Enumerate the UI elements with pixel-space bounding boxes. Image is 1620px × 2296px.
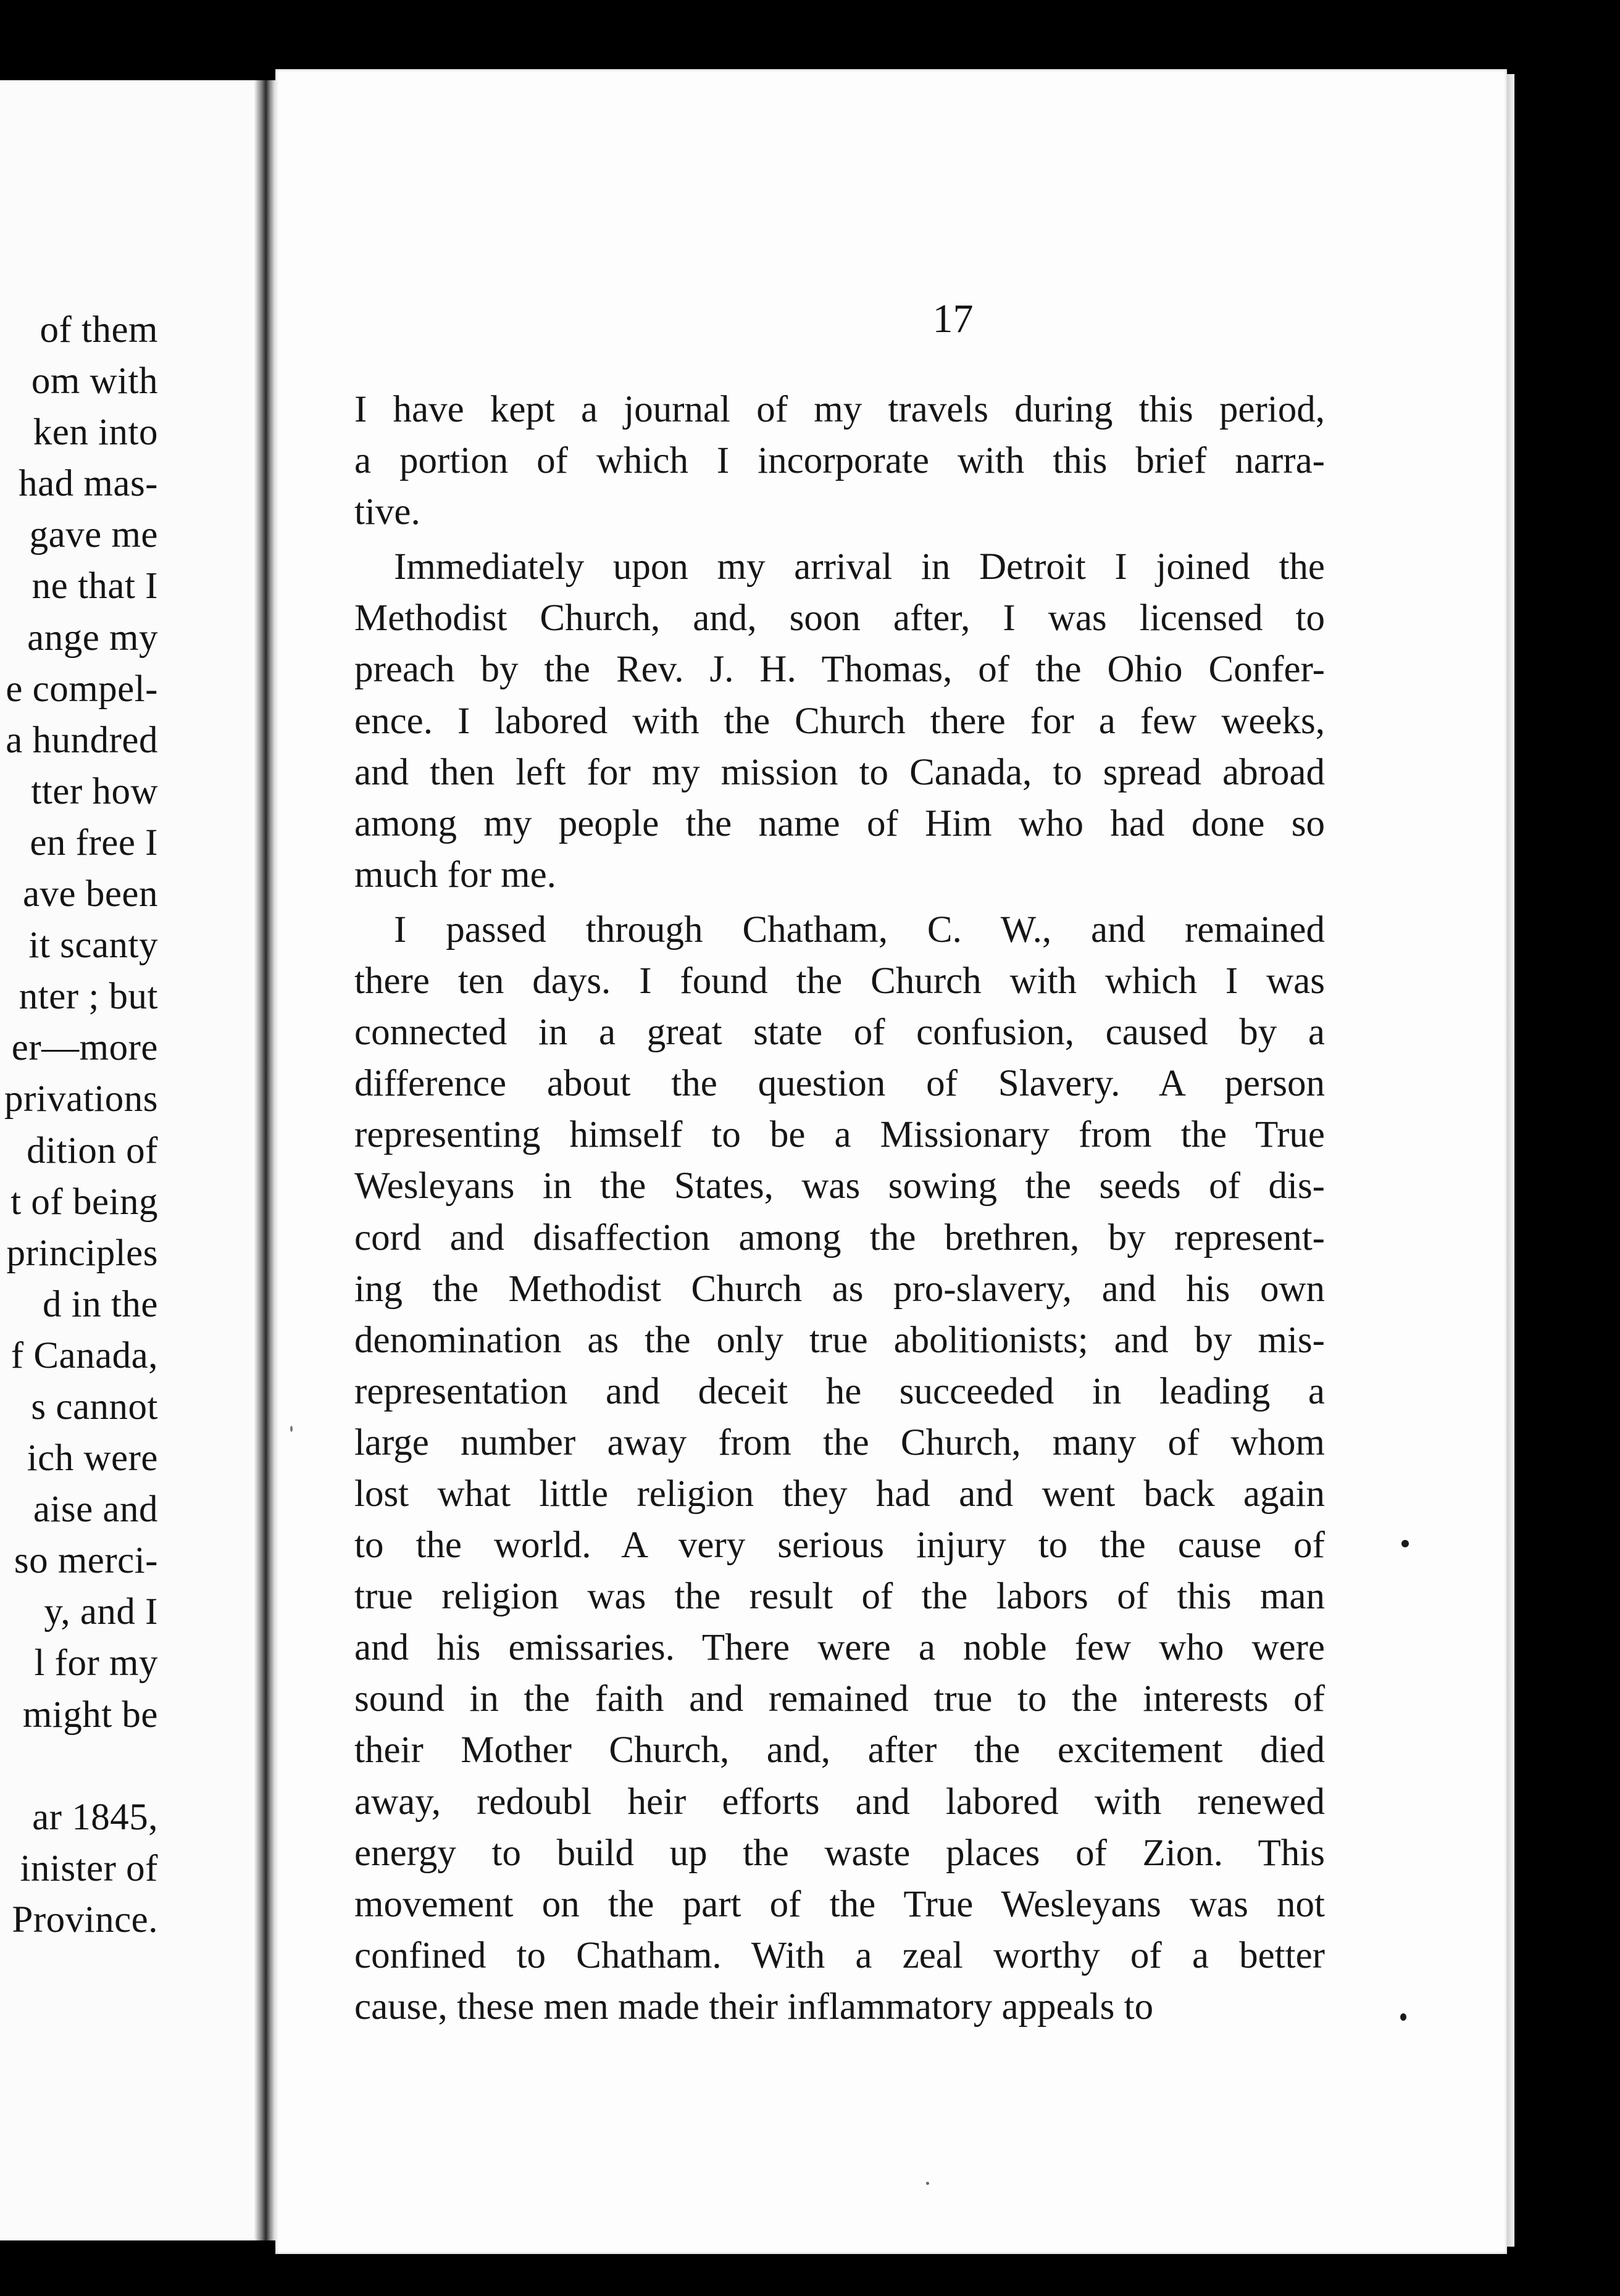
text-line: denomination as the only true abolitionists; and by mis- xyxy=(354,1319,1325,1361)
text-line: cord and disaffection among the brethren, by represent- xyxy=(354,1217,1325,1258)
left-page-line: t of being xyxy=(10,1181,158,1223)
left-facing-page xyxy=(0,80,265,2240)
text-line: to the world. A very serious injury to the cause of xyxy=(354,1524,1325,1566)
left-page-line: privations xyxy=(4,1078,158,1120)
text-line: lost what little religion they had and went back again xyxy=(354,1473,1325,1515)
left-page-line: f Canada, xyxy=(10,1334,158,1376)
left-page-line: principles xyxy=(6,1232,158,1274)
left-page-line: ave been xyxy=(22,873,158,915)
left-page-line: y, and I xyxy=(44,1591,158,1633)
left-page-line: d in the xyxy=(43,1283,158,1325)
text-line: energy to build up the waste places of Zion. This xyxy=(354,1832,1325,1874)
paragraph xyxy=(354,904,1325,2032)
text-line: large number away from the Church, many of whom xyxy=(354,1421,1325,1463)
left-page-line: of them xyxy=(40,309,158,351)
paragraph xyxy=(354,541,1325,901)
left-page-line: it scanty xyxy=(28,925,158,967)
text-line: there ten days. I found the Church with which I was xyxy=(354,960,1325,1002)
text-line: Immediately upon my arrival in Detroit I joined the xyxy=(394,546,1325,588)
text-line: cause, these men made their inflammatory appeals to xyxy=(354,1986,1154,2028)
scan-speck xyxy=(1400,2013,1406,2021)
left-page-line: en free I xyxy=(30,821,158,863)
left-page-line: tter how xyxy=(31,770,158,812)
text-line: Methodist Church, and, soon after, I was licensed to xyxy=(354,597,1325,639)
text-line: representation and deceit he succeeded in leading a xyxy=(354,1370,1325,1412)
left-page-line: so merci- xyxy=(14,1540,158,1582)
text-line: and then left for my mission to Canada, to spread abroad xyxy=(354,751,1325,793)
text-line: I have kept a journal of my travels during this period, xyxy=(354,389,1325,430)
text-line: and his emissaries. There were a noble few who were xyxy=(354,1627,1325,1669)
text-line: true religion was the result of the labors of this man xyxy=(354,1576,1325,1618)
left-page-line: inister of xyxy=(20,1847,158,1889)
text-line: a portion of which I incorporate with this brief narra- xyxy=(354,440,1325,482)
right-page xyxy=(275,69,1507,2254)
left-page-line: a hundred xyxy=(6,719,158,761)
left-page-line: ken into xyxy=(33,412,158,454)
text-line: difference about the question of Slavery. A person xyxy=(354,1063,1325,1105)
left-page-text xyxy=(0,304,158,1945)
page-edge xyxy=(1507,74,1514,2247)
left-page-line: dition of xyxy=(27,1129,158,1171)
text-line: much for me. xyxy=(354,854,556,896)
text-line: connected in a great state of confusion, caused by a xyxy=(354,1012,1325,1054)
text-line: sound in the faith and remained true to the interests of xyxy=(354,1678,1325,1720)
left-page-line xyxy=(0,1741,158,1792)
text-line: Wesleyans in the States, was sowing the seeds of dis- xyxy=(354,1165,1325,1207)
text-line: their Mother Church, and, after the excitement died xyxy=(354,1729,1325,1771)
left-page-line: aise and xyxy=(33,1489,158,1531)
scan-speck xyxy=(926,2182,929,2185)
text-line: ence. I labored with the Church there for a few weeks, xyxy=(354,700,1325,742)
left-page-line: l for my xyxy=(34,1642,158,1684)
text-line: confined to Chatham. With a zeal worthy of a better xyxy=(354,1934,1325,1976)
left-page-line: om with xyxy=(31,360,158,402)
left-page-line: ange my xyxy=(27,617,158,659)
left-page-line: nter ; but xyxy=(19,976,158,1018)
left-page-line: ich were xyxy=(27,1437,158,1479)
scan-speck xyxy=(290,1426,293,1432)
left-page-line: ne that I xyxy=(31,565,158,607)
text-line: representing himself to be a Missionary from the True xyxy=(354,1114,1325,1156)
left-page-line: er—more xyxy=(11,1027,158,1069)
scan-speck xyxy=(1401,1540,1409,1547)
left-page-line: gave me xyxy=(29,514,158,556)
page-number: 17 xyxy=(932,296,974,341)
text-line: tive. xyxy=(354,491,420,533)
text-line: I passed through Chatham, C. W., and remained xyxy=(394,909,1325,950)
left-page-line: e compel- xyxy=(6,668,158,710)
text-line: movement on the part of the True Wesleyans was not xyxy=(354,1883,1325,1925)
text-line: preach by the Rev. J. H. Thomas, of the Ohio Confer- xyxy=(354,649,1325,691)
book-gutter xyxy=(254,80,275,2240)
left-page-line: s cannot xyxy=(31,1386,158,1428)
text-line: away, redoubl heir efforts and labored with renewed xyxy=(354,1781,1325,1823)
paragraph xyxy=(354,384,1325,538)
left-page-line: Province. xyxy=(12,1899,158,1940)
left-page-line: might be xyxy=(22,1694,158,1736)
text-line: ing the Methodist Church as pro-slavery, and his own xyxy=(354,1268,1325,1310)
left-page-line: had mas- xyxy=(19,463,158,505)
page-body-text xyxy=(354,384,1325,2032)
text-line: among my people the name of Him who had done so xyxy=(354,802,1325,844)
left-page-line: ar 1845, xyxy=(32,1796,158,1838)
